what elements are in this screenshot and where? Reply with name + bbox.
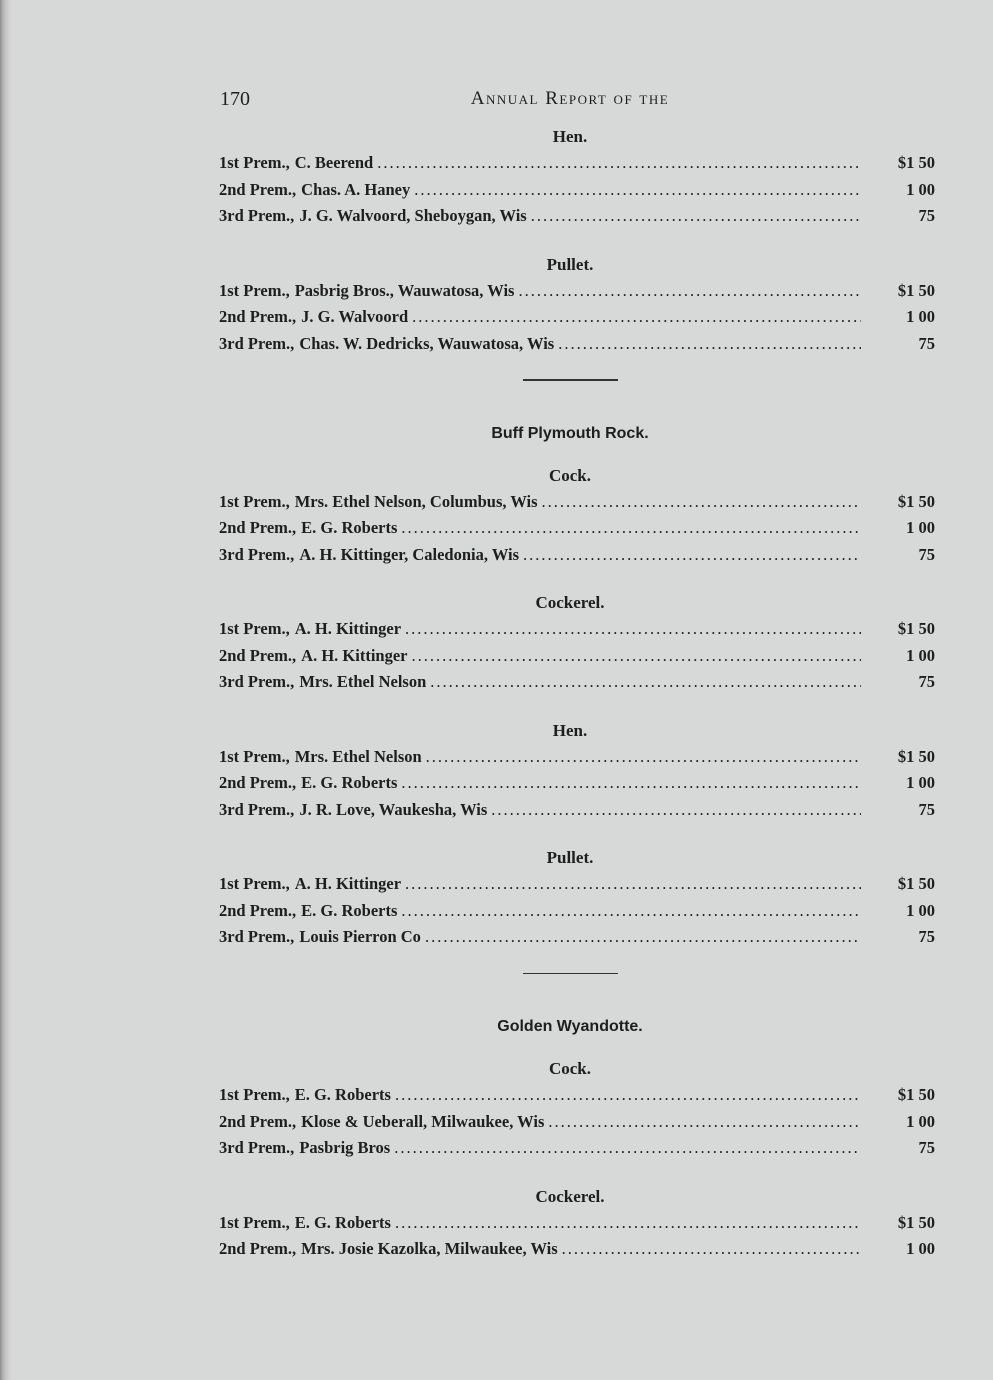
dot-leader (531, 203, 861, 230)
prize-amount: $1 50 (897, 874, 935, 893)
premium-entry (205, 331, 935, 358)
prize-amount: 75 (918, 672, 935, 691)
winner-name: A. H. Kittinger, Caledonia, Wis (299, 544, 520, 564)
winner-name: E. G. Roberts (294, 1085, 391, 1104)
class-group (205, 124, 935, 230)
class-group (205, 1184, 935, 1263)
winner-name: E. G. Roberts (294, 1212, 391, 1232)
premium-entry (205, 1109, 935, 1136)
winner-name: Pasbrig Bros., Wauwatosa, Wis (294, 280, 515, 300)
dot-leader (377, 150, 861, 177)
page-header (205, 80, 935, 124)
winner-name: Louis Pierron Co (299, 927, 421, 946)
winner-name: Mrs. Josie Kazolka, Milwaukee, Wis (301, 1239, 558, 1258)
winner-name: J. G. Walvoord, Sheboygan, Wis (299, 206, 527, 225)
premium-place: 2nd Prem., (219, 1111, 297, 1131)
premium-place: 2nd Prem., (219, 518, 297, 537)
breed-title: Golden Wyandotte. (497, 1018, 643, 1035)
prize-amount: 1 00 (906, 645, 935, 665)
prize-amount: $1 50 (897, 1085, 935, 1104)
class-title: Pullet. (546, 848, 594, 867)
premium-entry (205, 489, 935, 516)
premium-entry (205, 924, 935, 951)
premium-place: 1st Prem., (219, 1212, 290, 1232)
prize-amount: 1 00 (906, 1111, 935, 1131)
class-group (205, 252, 935, 358)
winner-name: E. G. Roberts (301, 900, 398, 920)
dot-leader (414, 177, 861, 204)
dot-leader (405, 616, 861, 643)
dot-leader (401, 770, 861, 797)
page-binding-edge (0, 0, 12, 1380)
winner-name: Chas. A. Haney (301, 179, 411, 199)
class-group (205, 463, 935, 569)
premium-list (205, 124, 935, 1263)
winner-name: Mrs. Ethel Nelson (299, 672, 427, 691)
premium-place: 1st Prem., (219, 874, 290, 893)
class-group (205, 845, 935, 951)
winner-name: J. R. Love, Waukesha, Wis (299, 799, 488, 819)
dot-leader (523, 542, 861, 569)
class-group (205, 1056, 935, 1162)
winner-name: J. G. Walvoord (301, 307, 409, 326)
premium-entry (205, 203, 935, 230)
page-content (205, 80, 935, 1285)
premium-place: 2nd Prem., (219, 1239, 297, 1258)
premium-entry (205, 1210, 935, 1237)
class-title: Pullet. (546, 254, 594, 274)
premium-place: 3rd Prem., (219, 333, 295, 353)
premium-place: 2nd Prem., (219, 645, 297, 665)
premium-place: 2nd Prem., (219, 773, 297, 792)
premium-place: 2nd Prem., (219, 179, 297, 199)
winner-name: Mrs. Ethel Nelson, Columbus, Wis (294, 491, 538, 511)
dot-leader (401, 898, 861, 925)
winner-name: Chas. W. Dedricks, Wauwatosa, Wis (299, 333, 555, 353)
dot-leader (405, 871, 861, 898)
running-head: Annual Report of the (470, 88, 670, 109)
premium-entry (205, 898, 935, 925)
premium-place: 1st Prem., (219, 153, 290, 172)
dot-leader (518, 278, 861, 305)
class-title: Hen. (552, 127, 588, 146)
premium-entry (205, 542, 935, 569)
dot-leader (430, 669, 861, 696)
winner-name: A. H. Kittinger (301, 645, 408, 665)
premium-place: 2nd Prem., (219, 307, 297, 326)
premium-entry (205, 150, 935, 177)
premium-entry (205, 770, 935, 797)
section-divider (523, 379, 618, 381)
winner-name: C. Beerend (294, 153, 374, 172)
class-title: Cock. (548, 465, 592, 485)
winner-name: A. H. Kittinger (294, 619, 402, 638)
class-title: Hen. (552, 720, 588, 740)
premium-place: 1st Prem., (219, 491, 290, 511)
premium-place: 3rd Prem., (219, 544, 295, 564)
winner-name: A. H. Kittinger (294, 874, 402, 893)
class-title: Cock. (548, 1059, 592, 1078)
premium-entry (205, 669, 935, 696)
dot-leader (411, 643, 861, 670)
dot-leader (395, 1210, 861, 1237)
dot-leader (401, 515, 861, 542)
premium-entry (205, 278, 935, 305)
prize-amount: $1 50 (897, 746, 935, 766)
premium-place: 3rd Prem., (219, 206, 295, 225)
premium-entry (205, 515, 935, 542)
dot-leader (426, 744, 861, 771)
premium-place: 3rd Prem., (219, 672, 295, 691)
prize-amount: 1 00 (906, 179, 935, 199)
prize-amount: $1 50 (897, 491, 935, 511)
dot-leader (395, 1082, 861, 1109)
prize-amount: 1 00 (906, 773, 935, 792)
dot-leader (394, 1135, 861, 1162)
premium-entry (205, 1135, 935, 1162)
winner-name: Mrs. Ethel Nelson (294, 746, 422, 766)
prize-amount: 75 (918, 927, 935, 946)
class-group (205, 718, 935, 824)
premium-entry (205, 797, 935, 824)
class-group (205, 590, 935, 696)
dot-leader (425, 924, 861, 951)
class-title: Cockerel. (535, 1186, 605, 1206)
premium-entry (205, 177, 935, 204)
premium-place: 3rd Prem., (219, 1138, 295, 1157)
prize-amount: 75 (918, 206, 935, 225)
winner-name: Pasbrig Bros (299, 1138, 391, 1157)
dot-leader (542, 489, 861, 516)
dot-leader (548, 1109, 861, 1136)
premium-entry (205, 1236, 935, 1263)
premium-entry (205, 304, 935, 331)
page-number: 170 (220, 88, 250, 110)
prize-amount: $1 50 (897, 619, 935, 638)
premium-entry (205, 744, 935, 771)
class-title: Cockerel. (535, 593, 605, 612)
winner-name: Klose & Ueberall, Milwaukee, Wis (301, 1111, 545, 1131)
dot-leader (412, 304, 861, 331)
premium-entry (205, 643, 935, 670)
dot-leader (491, 797, 861, 824)
premium-entry (205, 871, 935, 898)
premium-place: 2nd Prem., (219, 900, 297, 920)
prize-amount: 1 00 (906, 518, 935, 537)
breed-title: Buff Plymouth Rock. (491, 424, 649, 442)
prize-amount: 1 00 (906, 307, 935, 326)
premium-place: 1st Prem., (219, 619, 290, 638)
prize-amount: $1 50 (897, 1212, 935, 1232)
premium-place: 3rd Prem., (219, 927, 295, 946)
winner-name: E. G. Roberts (301, 518, 398, 537)
dot-leader (558, 331, 861, 358)
winner-name: E. G. Roberts (301, 773, 398, 792)
prize-amount: 1 00 (906, 1239, 935, 1258)
dot-leader (562, 1236, 861, 1263)
section-divider (523, 973, 618, 975)
premium-entry (205, 616, 935, 643)
premium-entry (205, 1082, 935, 1109)
prize-amount: 75 (918, 544, 935, 564)
premium-place: 1st Prem., (219, 280, 290, 300)
prize-amount: $1 50 (897, 153, 935, 172)
prize-amount: 75 (918, 799, 935, 819)
prize-amount: 1 00 (906, 900, 935, 920)
prize-amount: $1 50 (897, 280, 935, 300)
premium-place: 1st Prem., (219, 746, 290, 766)
prize-amount: 75 (918, 1138, 935, 1157)
prize-amount: 75 (918, 333, 935, 353)
premium-place: 1st Prem., (219, 1085, 290, 1104)
premium-place: 3rd Prem., (219, 799, 295, 819)
